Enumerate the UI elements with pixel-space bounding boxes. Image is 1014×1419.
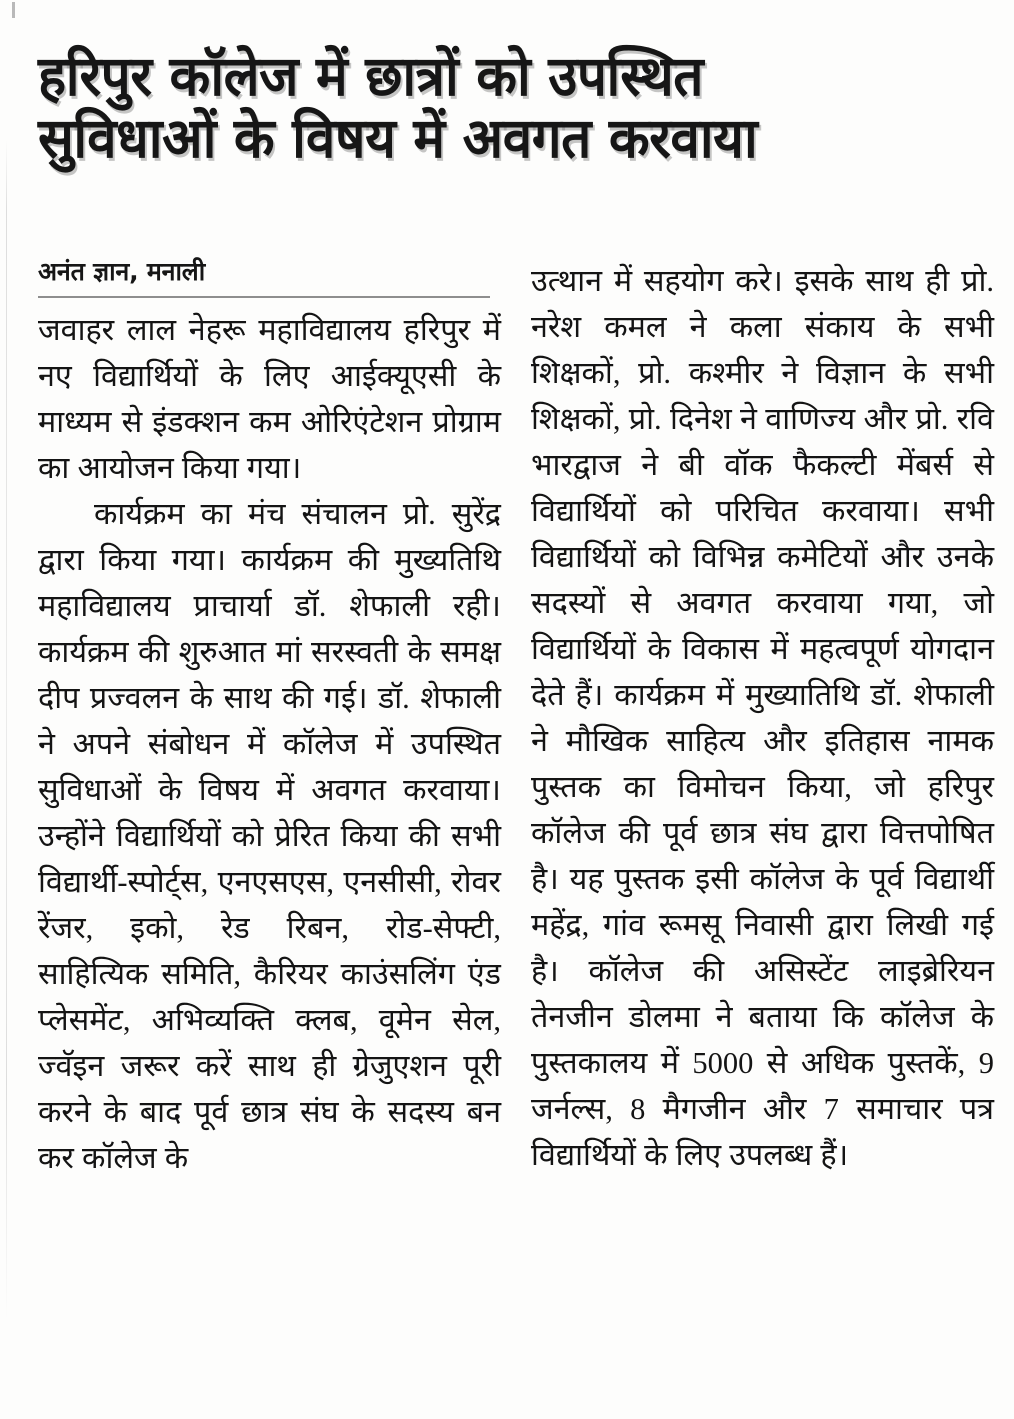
right-paragraph-1: उत्थान में सहयोग करे। इसके साथ ही प्रो. नरेश कमल ने कला संकाय के सभी शिक्षकों, प्रो. कश्मीर ने विज्ञान के सभी शिक्षकों, प्रो. दिनेश ने वाणिज्य और प्रो. रवि भारद्वाज ने बी वॉक फैकल्टी मेंबर्स से विद्यार्थियों को परिचित करवाया। सभी विद्यार्थियों को विभिन्न कमेटियों और उनके सदस्यों से अवगत करवाया गया, जो विद्यार्थियों के विकास में महत्वपूर्ण योगदान देते हैं। कार्यक्रम में मुख्यातिथि डॉ. शेफाली ने मौखिक साहित्य और इतिहास नामक पुस्तक का विमोचन किया, जो हरिपुर कॉलेज की पूर्व छात्र संघ द्वारा वित्तपोषित है। यह पुस्तक इसी कॉलेज के पूर्व विद्यार्थी महेंद्र, गांव रूमसू निवासी द्वारा लिखी गई है। कॉलेज की असिस्टेंट लाइब्रेरियन तेनजीन डोलमा ने बताया कि कॉलेज के पुस्तकालय में 5000 से अधिक पुस्तकें, 9 जर्नल्स, 8 मैगजीन और 7 समाचार पत्र विद्यार्थियों के लिए उपलब्ध हैं। (531, 264, 994, 1172)
headline-line-2: सुविधाओं के विषय में अवगत करवाया (38, 105, 758, 170)
column-right (531, 258, 994, 1181)
column-left (38, 258, 501, 1181)
article-columns (38, 258, 994, 1181)
left-paragraph-2: कार्यक्रम का मंच संचालन प्रो. सुरेंद्र द्वारा किया गया। कार्यक्रम की मुख्यतिथि महाविद्यालय प्राचार्या डॉ. शेफाली रही। कार्यक्रम की शुरुआत मां सरस्वती के समक्ष दीप प्रज्वलन के साथ की गई। डॉ. शेफाली ने अपने संबोधन में कॉलेज में उपस्थित सुविधाओं के विषय में अवगत करवाया। उन्होंने विद्यार्थियों को प्रेरित किया की सभी विद्यार्थी-स्पोर्ट्स, एनएसएस, एनसीसी, रोवर रेंजर, इको, रेड रिबन, रोड-सेफ्टी, साहित्यिक समिति, कैरियर काउंसलिंग एंड प्लेसमेंट, अभिव्यक्ति क्लब, वूमेन सेल, ज्वॅइन जरूर करें साथ ही ग्रेजुएशन पूरी करने के बाद पूर्व छात्र संघ के सदस्य बन कर कॉलेज के (38, 496, 501, 1175)
article-headline (38, 0, 994, 169)
scan-artifact-tick (12, 2, 15, 18)
byline: अनंत ज्ञान, मनाली (38, 257, 206, 286)
left-paragraph-1: जवाहर लाल नेहरू महाविद्यालय हरिपुर में नए विद्यार्थियों के लिए आईक्यूएसी के माध्यम से इंडक्शन कम ओरिएंटेशन प्रोग्राम का आयोजन किया गया। (38, 312, 501, 485)
scan-artifact-edge-line (6, 140, 7, 1320)
byline-divider (38, 296, 490, 298)
headline-line-1: हरिपुर कॉलेज में छात्रों को उपस्थित (38, 44, 704, 108)
clipping-content (38, 0, 994, 1419)
